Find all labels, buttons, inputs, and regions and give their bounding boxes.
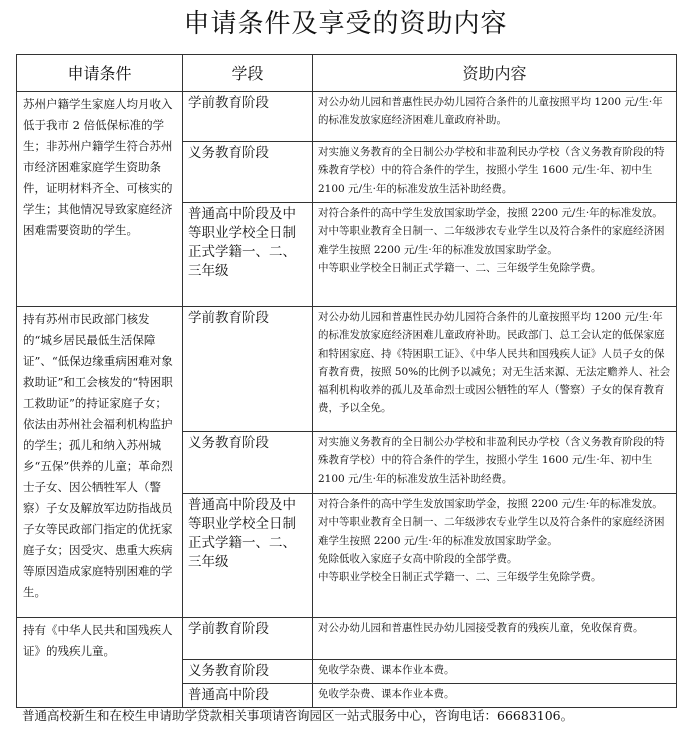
- content-line: 免收学杂费、课本作业本费。: [318, 688, 455, 700]
- condition-cell: 持有苏州市民政部门核发的“城乡居民最低生活保障证”、“低保边缘重病困难对象救助证”和工会核发的“特困职工救助证”的持证家庭子女；依法由苏州社会福利机构监护的学生；孤儿和纳入苏州城乡“五保”供养的儿童；革命烈士子女、因公牺牲军人（警察）子女及解放军边防指战员子女等民政部门指定的优抚家庭子女；因受灾、患重大疾病等原因造成家庭特别困难的学生。: [17, 307, 183, 618]
- content-cell: [313, 432, 677, 494]
- table-row: [17, 307, 677, 432]
- footer-note: 普通高校新生和在校生申请助学贷款相关事项请咨询园区一站式服务中心，咨询电话：66683106。: [22, 708, 574, 723]
- condition-cell: 持有《中华人民共和国残疾人证》的残疾儿童。: [17, 618, 183, 708]
- content-cell: [313, 92, 677, 142]
- content-line: 免除低收入家庭子女高中阶段的全部学费。: [318, 552, 518, 565]
- content-line: 对实施义务教育的全日制公办学校和非盈利民办学校（含义务教育阶段的特殊教育学校）中的符合条件的学生，按照小学生 1600 元/生·年、初中生 2100 元/生·年的标准发放生活补助经费。: [318, 146, 665, 195]
- content-line: 免收学杂费、课本作业本费。: [318, 664, 455, 676]
- stage-cell: 义务教育阶段: [183, 660, 313, 684]
- content-cell: [313, 494, 677, 618]
- content-cell: [313, 142, 677, 203]
- content-line: 中等职业学校全日制正式学籍一、二、三年级学生免除学费。: [318, 261, 602, 274]
- header-condition: 申请条件: [17, 55, 183, 92]
- stage-cell: 普通高中阶段及中等职业学校全日制正式学籍一、二、三年级: [183, 494, 313, 618]
- content-line: 对公办幼儿园和普惠性民办幼儿园接受教育的残疾儿童，免收保育费。: [318, 622, 644, 634]
- content-cell: [313, 203, 677, 307]
- content-line: 对中等职业教育全日制一、二年级涉农专业学生以及符合条件的家庭经济困难学生按照 2200 元/生·年的标准发放国家助学金。: [318, 516, 665, 547]
- content-line: 对符合条件的高中学生发放国家助学金，按照 2200 元/生·年的标准发放。: [318, 207, 663, 219]
- condition-cell: 苏州户籍学生家庭人均月收入低于我市 2 倍低保标准的学生；非苏州户籍学生符合苏州市经济困难家庭学生资助条件，证明材料齐全、可核实的学生；其他情况导致家庭经济困难需要资助的学生。: [17, 92, 183, 307]
- subsidy-table: [16, 54, 677, 708]
- table-row: [17, 618, 677, 660]
- page-title: 申请条件及享受的资助内容: [183, 9, 508, 39]
- content-line: 对实施义务教育的全日制公办学校和非盈利民办学校（含义务教育阶段的特殊教育学校）中的符合条件的学生，按照小学生 1600 元/生·年、初中生 2100 元/生·年的标准发放生活补助经费。: [318, 436, 665, 485]
- content-line: 中等职业学校全日制正式学籍一、二、三年级学生免除学费。: [318, 571, 602, 584]
- stage-cell: 普通高中阶段: [183, 684, 313, 708]
- content-cell: [313, 660, 677, 684]
- content-line: 对公办幼儿园和普惠性民办幼儿园符合条件的儿童按照平均 1200 元/生·年的标准发放家庭经济困难儿童政府补助。: [318, 96, 663, 127]
- header-stage: 学段: [183, 55, 313, 92]
- stage-cell: 普通高中阶段及中等职业学校全日制正式学籍一、二、三年级: [183, 203, 313, 307]
- content-cell: [313, 684, 677, 708]
- stage-cell: 学前教育阶段: [183, 92, 313, 142]
- content-line: 对中等职业教育全日制一、二年级涉农专业学生以及符合条件的家庭经济困难学生按照 2200 元/生·年的标准发放国家助学金。: [318, 225, 665, 256]
- stage-cell: 义务教育阶段: [183, 142, 313, 203]
- content-cell: [313, 307, 677, 432]
- header-content: 资助内容: [313, 55, 677, 92]
- stage-cell: 学前教育阶段: [183, 307, 313, 432]
- content-line: 对符合条件的高中学生发放国家助学金，按照 2200 元/生·年的标准发放。: [318, 498, 663, 510]
- stage-cell: 义务教育阶段: [183, 432, 313, 494]
- table-header-row: [17, 55, 677, 92]
- stage-cell: 学前教育阶段: [183, 618, 313, 660]
- table-row: [17, 92, 677, 142]
- content-line: 对公办幼儿园和普惠性民办幼儿园符合条件的儿童按照平均 1200 元/生·年的标准发放家庭经济困难儿童政府补助。民政部门、总工会认定的低保家庭和特困家庭、持《特困职工证》、《中华人民共和国残疾人证》人员子女的保育教育费，按照 50%的比例予以减免；对无生活来源、无法定赡养人、社会福利机构收养的孤儿及革命烈士或因公牺牲的军人（警察）子女的保育教育费，予以全免。: [318, 311, 671, 415]
- content-cell: [313, 618, 677, 660]
